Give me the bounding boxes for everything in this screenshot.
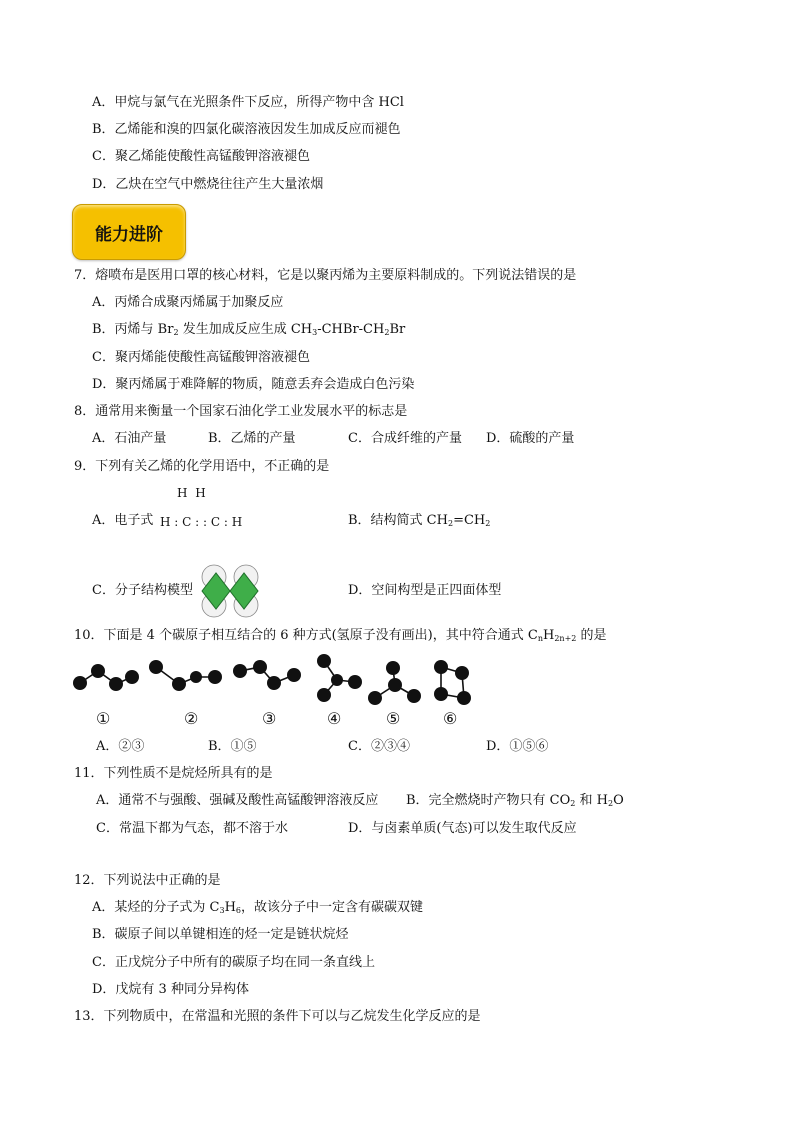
carbon-chain-structures-figure: [66, 652, 486, 712]
q8-option-b: B．乙烯的产量: [208, 431, 296, 446]
q9-option-d: D．空间构型是正四面体型: [348, 583, 502, 598]
electron-formula-top-h: H H: [177, 486, 206, 500]
q11-stem: 11．下列性质不是烷烃所具有的是: [74, 766, 273, 781]
section-badge-label: 能力进阶: [95, 224, 163, 245]
q7-option-b: B．丙烯与 $Br_2$ 发生加成反应生成 $CH_3-CHBr-CH_2Br$: [92, 322, 406, 337]
q9-option-b: B．结构简式 $CH_2=CH_2$: [348, 513, 491, 528]
q6-option-a: A．甲烷与氯气在光照条件下反应，所得产物中含 HCl: [92, 95, 404, 110]
q9-stem: 9．下列有关乙烯的化学用语中，不正确的是: [74, 459, 330, 474]
q7-option-d: D．聚丙烯属于难降解的物质，随意丢弃会造成白色污染: [92, 377, 415, 392]
q9-option-a-label: A．电子式: [92, 513, 154, 528]
q6-option-d: D．乙炔在空气中燃烧往往产生大量浓烟: [92, 177, 324, 192]
q8-option-a: A．石油产量: [92, 431, 167, 446]
q8-stem: 8．通常用来衡量一个国家石油化学工业发展水平的标志是: [74, 404, 408, 419]
q11-option-d: D．与卤素单质(气态)可以发生取代反应: [348, 821, 577, 836]
structure-label-5: ⑤: [386, 709, 401, 728]
structure-label-3: ③: [262, 709, 277, 728]
q10-option-c: C．②③④: [348, 739, 410, 754]
q11-option-b: B．完全燃烧时产物只有 $CO_2$ 和 $H_2O$: [406, 793, 624, 808]
q12-stem: 12．下列说法中正确的是: [74, 873, 221, 888]
q10-option-d: D．①⑤⑥: [486, 739, 549, 754]
q12-option-d: D．戊烷有 3 种同分异构体: [92, 982, 249, 997]
q11-option-c: C．常温下都为气态，都不溶于水: [96, 821, 288, 836]
q12-option-c: C．正戊烷分子中所有的碳原子均在同一条直线上: [92, 955, 375, 970]
q7-option-c: C．聚丙烯能使酸性高锰酸钾溶液褪色: [92, 350, 310, 365]
q10-option-b: B．①⑤: [208, 739, 257, 754]
q8-option-c: C．合成纤维的产量: [348, 431, 462, 446]
q6-option-b: B．乙烯能和溴的四氯化碳溶液因发生加成反应而褪色: [92, 122, 401, 137]
q7-option-a: A．丙烯合成聚丙烯属于加聚反应: [92, 295, 284, 310]
q12-option-a: A．某烃的分子式为 $C_3H_6$，故该分子中一定含有碳碳双键: [92, 900, 424, 915]
q9-option-c-label: C．分子结构模型: [92, 583, 193, 598]
structure-label-1: ①: [96, 709, 111, 728]
q10-stem: 10．下面是 4 个碳原子相互结合的 6 种方式(氢原子没有画出)，其中符合通式 $C_nH_{2n+2}$ 的是: [74, 628, 607, 643]
structure-label-4: ④: [327, 709, 342, 728]
q6-option-c: C．聚乙烯能使酸性高锰酸钾溶液褪色: [92, 149, 310, 164]
q10-option-a: A．②③: [96, 739, 145, 754]
q12-option-b: B．碳原子间以单键相连的烃一定是链状烷烃: [92, 927, 349, 942]
q11-option-a: A．通常不与强酸、强碱及酸性高锰酸钾溶液反应: [96, 793, 379, 808]
q13-stem: 13．下列物质中，在常温和光照的条件下可以与乙烷发生化学反应的是: [74, 1009, 481, 1024]
electron-formula: H : C : : C : H: [160, 515, 243, 529]
structure-label-6: ⑥: [443, 709, 458, 728]
q8-option-d: D．硫酸的产量: [486, 431, 575, 446]
ethylene-model-image: [198, 564, 262, 618]
section-badge: [72, 204, 186, 260]
q7-stem: 7．熔喷布是医用口罩的核心材料，它是以聚丙烯为主要原料制成的。下列说法错误的是: [74, 268, 577, 283]
structure-label-2: ②: [184, 709, 199, 728]
